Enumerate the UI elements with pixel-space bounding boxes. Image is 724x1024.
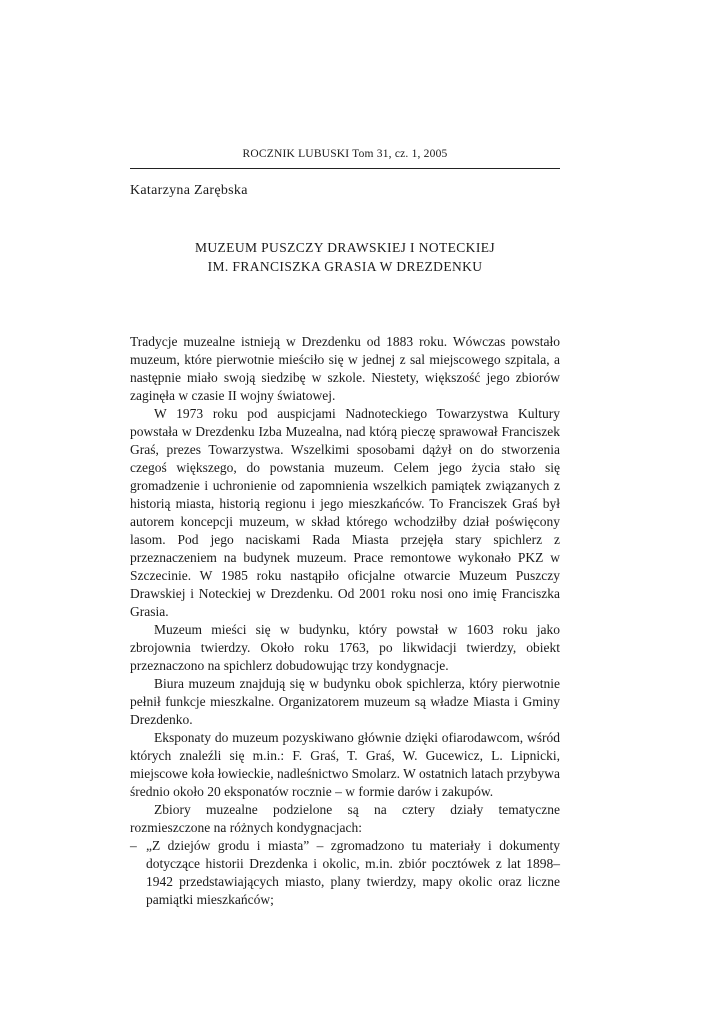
- header-rule: [130, 168, 560, 169]
- paragraph: Tradycje muzealne istnieją w Drezdenku od 1883 roku. Wówczas powstało muzeum, które pierwotnie mieściło się w jednej z sal miejscowego szpitala, a następnie miało swoją siedzibę w szkole. Niestety, większość jego zbiorów zaginęła w czasie II wojny światowej.: [130, 334, 560, 403]
- running-head: ROCZNIK LUBUSKI Tom 31, cz. 1, 2005: [242, 148, 448, 160]
- title-line-2: IM. FRANCISZKA GRASIA W DREZDENKU: [207, 259, 483, 274]
- paragraph: Eksponaty do muzeum pozyskiwano głównie dzięki ofiarodawcom, wśród których znaleźli się m.in.: F. Graś, T. Graś, W. Gucewicz, L. Lipnicki, miejscowe koła łowieckie, nadleśnictwo Smolarz. W ostatnich latach przybywa średnio około 20 eksponatów rocznie – w formie darów i zakupów.: [130, 730, 560, 799]
- paragraph: Muzeum mieści się w budynku, który powstał w 1603 roku jako zbrojownia twierdzy. Około roku 1763, po likwidacji twierdzy, obiekt przeznaczono na spichlerz dobudowując trzy kondygnacje.: [130, 622, 560, 673]
- list-item: [130, 837, 560, 909]
- paragraph: Biura muzeum znajdują się w budynku obok spichlerza, który pierwotnie pełnił funkcje mieszkalne. Organizatorem muzeum są władze Miasta i Gminy Drezdenko.: [130, 676, 560, 727]
- title-line-1: MUZEUM PUSZCZY DRAWSKIEJ I NOTECKIEJ: [194, 240, 496, 255]
- paragraph: Zbiory muzealne podzielone są na cztery działy tematyczne rozmieszczone na różnych kondygnacjach:: [130, 802, 560, 835]
- article-title: [130, 238, 560, 276]
- list-item-text: „Z dziejów grodu i miasta” – zgromadzono tu materiały i dokumenty dotyczące historii Drezdenka i okolic, m.in. zbiór pocztówek z lat 1898–1942 przedstawiających miasto, plany twierdzy, mapy okolic oraz liczne pamiątki mieszkańców;: [146, 838, 560, 907]
- article-body: [130, 333, 560, 909]
- author-name: Katarzyna Zarębska: [130, 183, 248, 198]
- paragraph: W 1973 roku pod auspicjami Nadnoteckiego Towarzystwa Kultury powstała w Drezdenku Izba Muzealna, nad którą pieczę sprawował Franciszek Graś, prezes Towarzystwa. Wszelkimi sposobami dążył on do stworzenia czegoś większego, do powstania muzeum. Celem jego życia stało się gromadzenie i uchronienie od zapomnienia wszelkich pamiątek związanych z historią miasta, historią regionu i jego mieszkańców. To Franciszek Graś był autorem koncepcji muzeum, w skład którego wchodziłby dział poświęcony lasom. Pod jego naciskami Rada Miasta przejęła stary spichlerz z przeznaczeniem na budynek muzeum. Prace remontowe wykonało PKZ w Szczecinie. W 1985 roku nastąpiło oficjalne otwarcie Muzeum Puszczy Drawskiej i Noteckiej w Drezdenku. Od 2001 roku nosi ono imię Franciszka Grasia.: [130, 406, 560, 619]
- list-dash: –: [130, 838, 137, 853]
- section-list: [130, 837, 560, 909]
